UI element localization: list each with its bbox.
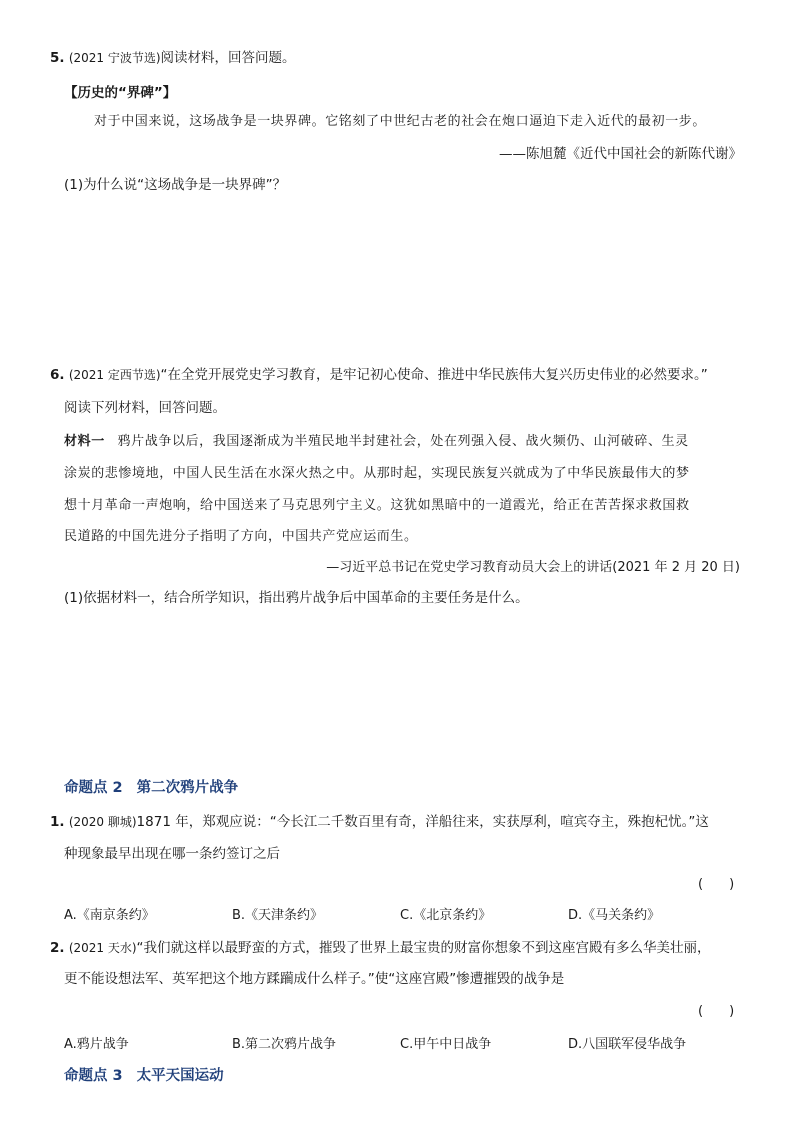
t2q2-option-c: C.甲午中日战争 xyxy=(400,1037,492,1052)
t2q2-text1: “我们就这样以最野蛮的方式，摧毁了世界上最宝贵的财富你想象不到这座宫殿有多么华美壮丽， xyxy=(136,940,711,956)
t2q2-number: 2. xyxy=(50,940,65,956)
t2q1-option-b: B.《天津条约》 xyxy=(232,908,324,923)
t2q1-option-d: D.《马关条约》 xyxy=(568,908,661,923)
q5-stem-line xyxy=(50,46,296,66)
q5-source: (2021 宁波节选) xyxy=(68,51,161,65)
t2q1-option-a: A.《南京条约》 xyxy=(64,908,155,923)
t2q1-text1: 1871 年，郑观应说：“今长江二千数百里有奇，洋船往来，实获厚利，喧宾夺主，殊抱杞忧。”这 xyxy=(136,814,709,830)
t2q1-answer-paren: ( ) xyxy=(698,877,735,892)
topic3-heading xyxy=(64,1064,224,1085)
q6-material-line4: 民道路的中国先进分子指明了方向，中国共产党应运而生。 xyxy=(64,529,418,544)
topic2-label: 命题点 2 xyxy=(64,780,123,796)
t2q1-option-c: C.《北京条约》 xyxy=(400,908,492,923)
q6-stem-line2: 阅读下列材料，回答问题。 xyxy=(64,400,226,416)
t2q2-option-d: D.八国联军侵华战争 xyxy=(568,1037,687,1052)
topic2-heading xyxy=(64,776,238,797)
q5-number: 5. xyxy=(50,50,65,66)
q6-material-text1: 鸦片战争以后，我国逐渐成为半殖民地半封建社会，处在列强入侵、战火频仍、山河破碎、生灵 xyxy=(117,434,689,449)
t2q2-option-a: A.鸦片战争 xyxy=(64,1037,129,1052)
t2q1-line1 xyxy=(50,810,709,830)
q6-sub1: (1)依据材料一，结合所学知识，指出鸦片战争后中国革命的主要任务是什么。 xyxy=(64,590,529,606)
t2q2-line1 xyxy=(50,936,711,956)
q6-material-line1 xyxy=(64,430,689,449)
q6-attribution: —习近平总书记在党史学习教育动员大会上的讲话(2021 年 2 月 20 日) xyxy=(326,560,740,575)
t2q2-answer-paren: ( ) xyxy=(698,1004,735,1019)
q5-stem: 阅读材料，回答问题。 xyxy=(160,50,296,66)
q5-attribution: ——陈旭麓《近代中国社会的新陈代谢》 xyxy=(499,146,742,162)
q6-stem-text: “在全党开展党史学习教育，是牢记初心使命、推进中华民族伟大复兴历史伟业的必然要求。” xyxy=(160,367,708,383)
q5-quote: 对于中国来说，这场战争是一块界碑。它铭刻了中世纪古老的社会在炮口逼迫下走入近代的最初一步。 xyxy=(94,114,707,129)
q6-stem-line1 xyxy=(50,363,708,383)
q6-material-label: 材料一 xyxy=(64,434,105,449)
t2q2-line2: 更不能设想法军、英军把这个地方蹂躏成什么样子。”使“这座宫殿”惨遭摧毁的战争是 xyxy=(64,971,565,987)
q6-material-line2: 涂炭的悲惨境地，中国人民生活在水深火热之中。从那时起，实现民族复兴就成为了中华民族最伟大的梦 xyxy=(64,466,690,481)
q6-source: (2021 定西节选) xyxy=(68,368,161,382)
t2q2-option-b: B.第二次鸦片战争 xyxy=(232,1037,337,1052)
t2q1-number: 1. xyxy=(50,814,65,830)
topic3-title: 太平天国运动 xyxy=(136,1068,224,1084)
q5-sub1: (1)为什么说“这场战争是一块界碑”？ xyxy=(64,177,287,193)
q5-heading: 【历史的“界碑”】 xyxy=(64,85,177,101)
q6-number: 6. xyxy=(50,367,65,383)
t2q1-line2: 种现象最早出现在哪一条约签订之后 xyxy=(64,846,280,862)
t2q2-source: (2021 天水) xyxy=(68,941,137,955)
t2q1-source: (2020 聊城) xyxy=(68,815,137,829)
q6-material-line3: 想十月革命一声炮响，给中国送来了马克思列宁主义。这犹如黑暗中的一道霞光，给正在苦苦探求救国救 xyxy=(64,498,690,513)
topic3-label: 命题点 3 xyxy=(64,1068,123,1084)
topic2-title: 第二次鸦片战争 xyxy=(136,780,239,796)
